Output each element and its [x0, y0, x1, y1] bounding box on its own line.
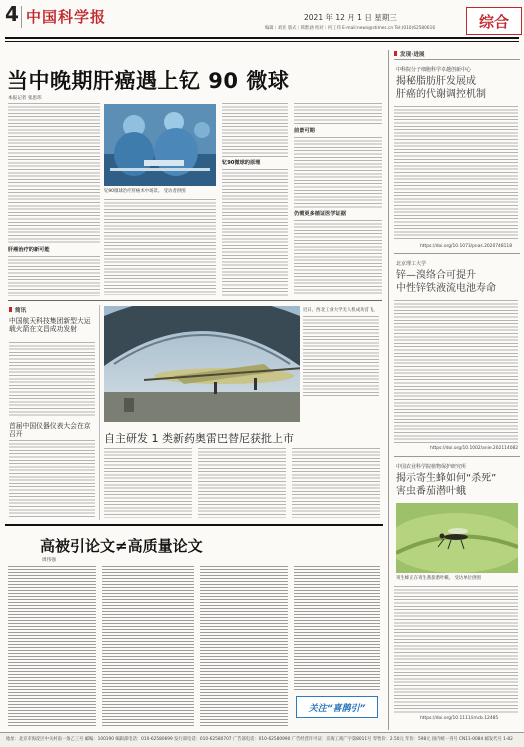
wasp-photo — [396, 503, 518, 573]
bottom-body-col1 — [8, 566, 96, 728]
lead-byline: 本报记者 张思玮 — [8, 96, 42, 101]
lead-body-col4b — [294, 137, 382, 208]
story3-kicker: 中国农业科学院植物保护研究所 — [396, 464, 467, 470]
story1-kicker: 中科院分子细胞科学卓越创新中心 — [396, 67, 472, 73]
drug-body-col3 — [292, 448, 380, 518]
bottom-body-col4 — [294, 566, 380, 690]
story3-headline-line2: 害虫番茄潜叶蛾 — [396, 486, 466, 497]
lead-body-col1b — [8, 256, 100, 296]
lead-body-col2 — [104, 199, 216, 295]
lead-subhead-3: 前景可期 — [294, 128, 315, 134]
issue-date: 2021 年 12 月 1 日 星期三 — [304, 13, 397, 22]
lead-subhead-2: 钇90微球的原理 — [222, 160, 261, 166]
bottom-body-col3 — [200, 566, 288, 728]
lead-subhead-1: 肝癌治疗的新可能 — [8, 247, 50, 253]
briefs-divider — [99, 305, 100, 520]
brief-2-body — [9, 440, 95, 518]
story3-url: https://doi.org/10.1111/imcb.12485 — [420, 716, 499, 721]
story1-headline-line2: 肝癌的代谢调控机制 — [396, 89, 486, 100]
header-rule-thin — [5, 41, 519, 42]
lead-headline: 当中晚期肝癌遇上钇 90 微球 — [7, 69, 290, 93]
masthead-logo: 中国科学报 — [26, 8, 107, 26]
right-tag: 发现·进展 — [394, 50, 425, 58]
lead-body-col4 — [294, 103, 382, 125]
story3-body — [394, 586, 518, 714]
drug-body-col1 — [104, 448, 192, 518]
bottom-body-col2 — [102, 566, 194, 728]
story2-headline-line2: 中性锌铁液流电池寿命 — [396, 283, 496, 294]
briefs-tag: 简讯 — [9, 306, 26, 314]
story2-kicker: 北京理工大学 — [396, 261, 427, 267]
story1-url: https://doi.org/10.1073/pnas.2020748118 — [420, 244, 513, 249]
lead-body-col4c — [294, 220, 382, 296]
story2-url: https://doi.org/10.1002/anie.202114082 — [430, 446, 519, 451]
right-column-divider — [388, 50, 389, 730]
brief-2-title: 首届中国仪器仪表大会在京召开 — [9, 422, 91, 439]
right-rule-2 — [394, 456, 520, 457]
story2-headline-line1: 锌—溴络合可提升 — [396, 270, 476, 281]
right-rule-1 — [394, 253, 520, 254]
story2-body — [394, 300, 518, 443]
drug-body-col2 — [198, 448, 286, 518]
promo-label: 关注“喜鹊引” — [308, 703, 366, 714]
bottom-section-rule — [5, 524, 383, 526]
header-rule — [5, 37, 519, 39]
brief-1-title: 中国航天科技集团新型大运载火箭在文昌成功发射 — [9, 317, 91, 334]
contact-line: 编辑｜刘亚 版式｜韩默涵 校对｜何工伟 E-mail:news@stimes.cn Tel:(010)62580616 — [265, 26, 436, 31]
drug-headline: 自主研发 1 类新药奥雷巴替尼获批上市 — [104, 432, 294, 445]
drone-caption-body — [303, 316, 379, 398]
lead-photo — [104, 104, 216, 186]
masthead-divider — [21, 6, 22, 28]
lead-body-col3b — [222, 169, 288, 296]
story1-body — [394, 106, 518, 241]
lead-body-col1 — [8, 103, 100, 245]
lead-body-col3 — [222, 103, 288, 157]
promo-badge[interactable] — [296, 696, 378, 718]
drone-photo — [104, 306, 300, 422]
story3-headline-line1: 揭示寄生蜂如何“杀死” — [396, 473, 497, 484]
bottom-byline: 周伟强 — [42, 558, 56, 563]
drone-caption: 近日，西北工业大学无人机成功首飞。 — [303, 308, 378, 313]
lead-photo-caption: 钇90微球治疗肝癌术中场景。 受访者供图 — [104, 189, 186, 194]
lead-subhead-4: 仍需更多循证医学证据 — [294, 211, 346, 217]
right-tag-rule — [394, 59, 520, 60]
footer-bar: 地址：北京市海淀区中关村南一条乙三号 邮编：100190 编辑部电话：010-62580699 发行部电话：010-62580707 广告部电话：010-62580990 广告经营许可证：京海工商广字第8011号 零售价：2.50元 年价：598元 国内统一刊号 CN11-0084 邮发代号 1-82 — [0, 732, 524, 747]
wasp-caption: 寄生蜂正在寄生番茄潜叶蛾。 受访单位供图 — [396, 576, 481, 581]
page-number: 4 — [5, 2, 19, 26]
brief-1-body — [9, 342, 95, 416]
bottom-headline: 高被引论文≠高质量论文 — [40, 537, 203, 555]
lead-bottom-rule — [8, 300, 382, 301]
section-label: 综合 — [466, 7, 522, 35]
story1-headline-line1: 揭秘脂肪肝发展成 — [396, 76, 476, 87]
